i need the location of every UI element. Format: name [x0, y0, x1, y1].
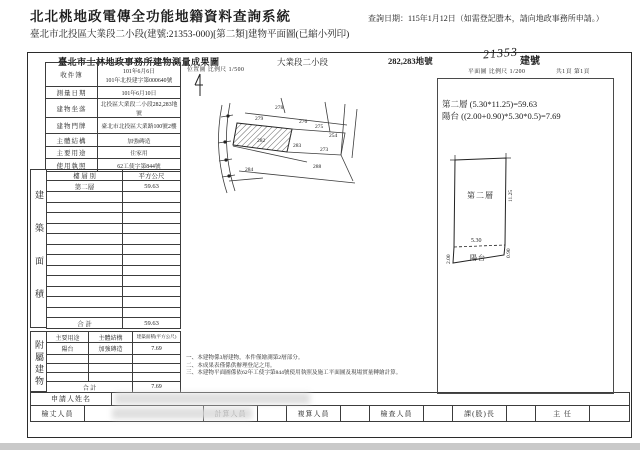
table-row — [47, 286, 181, 297]
height-dim: 11.25 — [508, 189, 514, 202]
official-label: 課(股)長 — [452, 405, 507, 422]
parcel-label: 279 — [255, 116, 264, 122]
attached-structure: 加強磚造 — [89, 343, 133, 355]
balcony-left-dim: 2.00 — [446, 254, 452, 264]
info-value: 加強磚造 — [98, 134, 181, 147]
building-number-label: 建號 — [520, 56, 540, 67]
land-number: 282,283地號 — [388, 56, 433, 66]
info-label: 測量日期 — [46, 87, 98, 99]
info-value: 北投區大業段二小段282,283地號 — [98, 99, 181, 118]
total-value: 7.69 — [133, 382, 181, 393]
total-label: 合 計 — [47, 382, 133, 393]
table-row — [47, 255, 181, 266]
width-dim: 5.30 — [471, 238, 482, 244]
floor-plan-caption: 平面圖 比例尺 1/200 — [468, 69, 526, 75]
table-row — [47, 364, 181, 373]
attached-use: 陽台 — [47, 343, 89, 355]
table-row — [47, 265, 181, 276]
info-label: 建物坐落 — [46, 99, 98, 118]
table-row — [47, 213, 181, 224]
parcel-label: 273 — [320, 147, 329, 153]
parcel-label: 278 — [275, 105, 284, 111]
query-date: 查詢日期：115年1月12日（如需登記謄本，請向地政事務所申請。） — [368, 14, 604, 23]
parcel-label: 254 — [329, 133, 338, 139]
info-value: 臺北市北投區大業路100號2樓 — [98, 118, 181, 134]
table-row — [47, 307, 181, 318]
official-label: 主 任 — [535, 405, 590, 422]
width-dim-line — [454, 245, 505, 247]
info-label: 收件簿 — [46, 63, 98, 87]
table-row — [46, 134, 181, 147]
building-number-handwritten: 21353 — [482, 44, 519, 62]
calc-line: 陽台 ((2.00+0.90)*5.30*0.5)=7.69 — [442, 111, 561, 121]
table-row — [46, 118, 181, 134]
attached-area: 7.69 — [133, 343, 181, 355]
redaction-patch — [115, 393, 310, 404]
table-row — [47, 244, 181, 255]
column-header: 建築面積(平方公尺) — [133, 332, 181, 343]
table-row — [47, 343, 181, 355]
table-row — [46, 63, 181, 87]
total-label: 合 計 — [47, 318, 123, 329]
parcel-label: 288 — [313, 164, 322, 170]
floor-area-side-label: 建築面積 — [30, 169, 46, 328]
official-signature — [340, 405, 370, 422]
column-header: 主要用途 — [47, 332, 89, 343]
table-row — [46, 147, 181, 159]
parcel-label: 275 — [315, 124, 324, 130]
column-header: 樓 層 別 — [47, 170, 123, 181]
info-value: 住家用 — [98, 147, 181, 159]
office-title: 臺北市士林地政事務所建物測量成果圖 — [58, 57, 220, 67]
balcony-label: 陽台 — [470, 254, 486, 262]
page-count: 共1頁 第1頁 — [556, 69, 590, 75]
official-signature — [257, 405, 287, 422]
note-line: 三、本建物平面圖係依62年工使字第844號使用執照及施工平面圖及現場實量轉繪計算。 — [186, 370, 402, 377]
table-row — [47, 355, 181, 364]
table-row — [47, 202, 181, 213]
column-header: 平方公尺 — [123, 170, 181, 181]
table-row — [47, 192, 181, 203]
parcel-label: 282 — [257, 138, 266, 144]
official-signature — [589, 405, 630, 422]
info-label: 主要用途 — [46, 147, 98, 159]
floor-name: 第二層 — [47, 181, 123, 192]
page-title: 北北桃地政電傳全功能地籍資料查詢系統 — [30, 9, 291, 24]
attached-building-side-label: 附屬建物 — [30, 331, 46, 392]
attached-building-table — [46, 331, 181, 393]
total-value: 59.63 — [123, 318, 181, 329]
receipt-date: 101年6月6日 — [123, 68, 155, 75]
table-row — [46, 99, 181, 118]
info-label: 建物門牌 — [46, 118, 98, 134]
balcony-right-dim: 0.90 — [506, 248, 512, 258]
info-label: 主體結構 — [46, 134, 98, 147]
table-row — [47, 234, 181, 245]
section-name: 大業段二小段 — [277, 57, 329, 67]
applicant-label: 申請人姓名 — [30, 392, 112, 406]
road-line — [219, 105, 227, 193]
table-row — [47, 223, 181, 234]
survey-notes — [186, 355, 444, 378]
note-line: 一、本建物係3層建物，本件僅繪測第2層部分。 — [186, 355, 304, 361]
parcel-label: 276 — [299, 119, 308, 125]
note-line: 二、本成果表僅係供辦理登記之用。 — [186, 362, 276, 369]
site-plan-caption: 位置圖 比例尺 1/500 — [187, 67, 245, 73]
official-label: 檢查人員 — [369, 405, 424, 422]
official-signature — [506, 405, 536, 422]
table-header-row — [47, 332, 181, 343]
floor-plan-drawing — [440, 150, 615, 272]
building-info-table — [45, 62, 181, 172]
column-header: 主體結構 — [89, 332, 133, 343]
room-outline — [454, 158, 506, 247]
table-total-row — [47, 318, 181, 329]
receipt-number: 101年北投建字第000640號 — [105, 77, 173, 84]
parcel-label: 283 — [293, 143, 302, 149]
table-row — [46, 87, 181, 99]
table-row — [47, 297, 181, 308]
room-label: 第二層 — [467, 191, 494, 200]
redaction-patch — [112, 408, 252, 419]
table-header-row — [47, 170, 181, 181]
area-calculation — [442, 98, 561, 122]
parcel-label: 284 — [245, 167, 254, 173]
official-label: 檢丈人員 — [30, 405, 85, 422]
info-label: 使用執照 — [46, 159, 98, 172]
table-row — [47, 276, 181, 287]
document-subtitle: 臺北市北投區大業段二小段(建號:21353-000)[第二類]建物平面圖(已縮小列印) — [30, 30, 350, 40]
calc-line: 第二層 (5.30*11.25)=59.63 — [442, 99, 538, 109]
table-total-row — [47, 382, 181, 393]
info-value: 62工使字第844號 — [98, 159, 181, 172]
table-row — [47, 373, 181, 382]
floor-area: 59.63 — [123, 181, 181, 192]
official-label: 複算人員 — [286, 405, 341, 422]
floor-area-table — [46, 169, 181, 329]
official-signature — [423, 405, 453, 422]
info-value: 101年6月10日 — [98, 87, 181, 99]
info-value — [98, 63, 181, 87]
table-row — [47, 181, 181, 192]
site-plan — [185, 95, 435, 205]
